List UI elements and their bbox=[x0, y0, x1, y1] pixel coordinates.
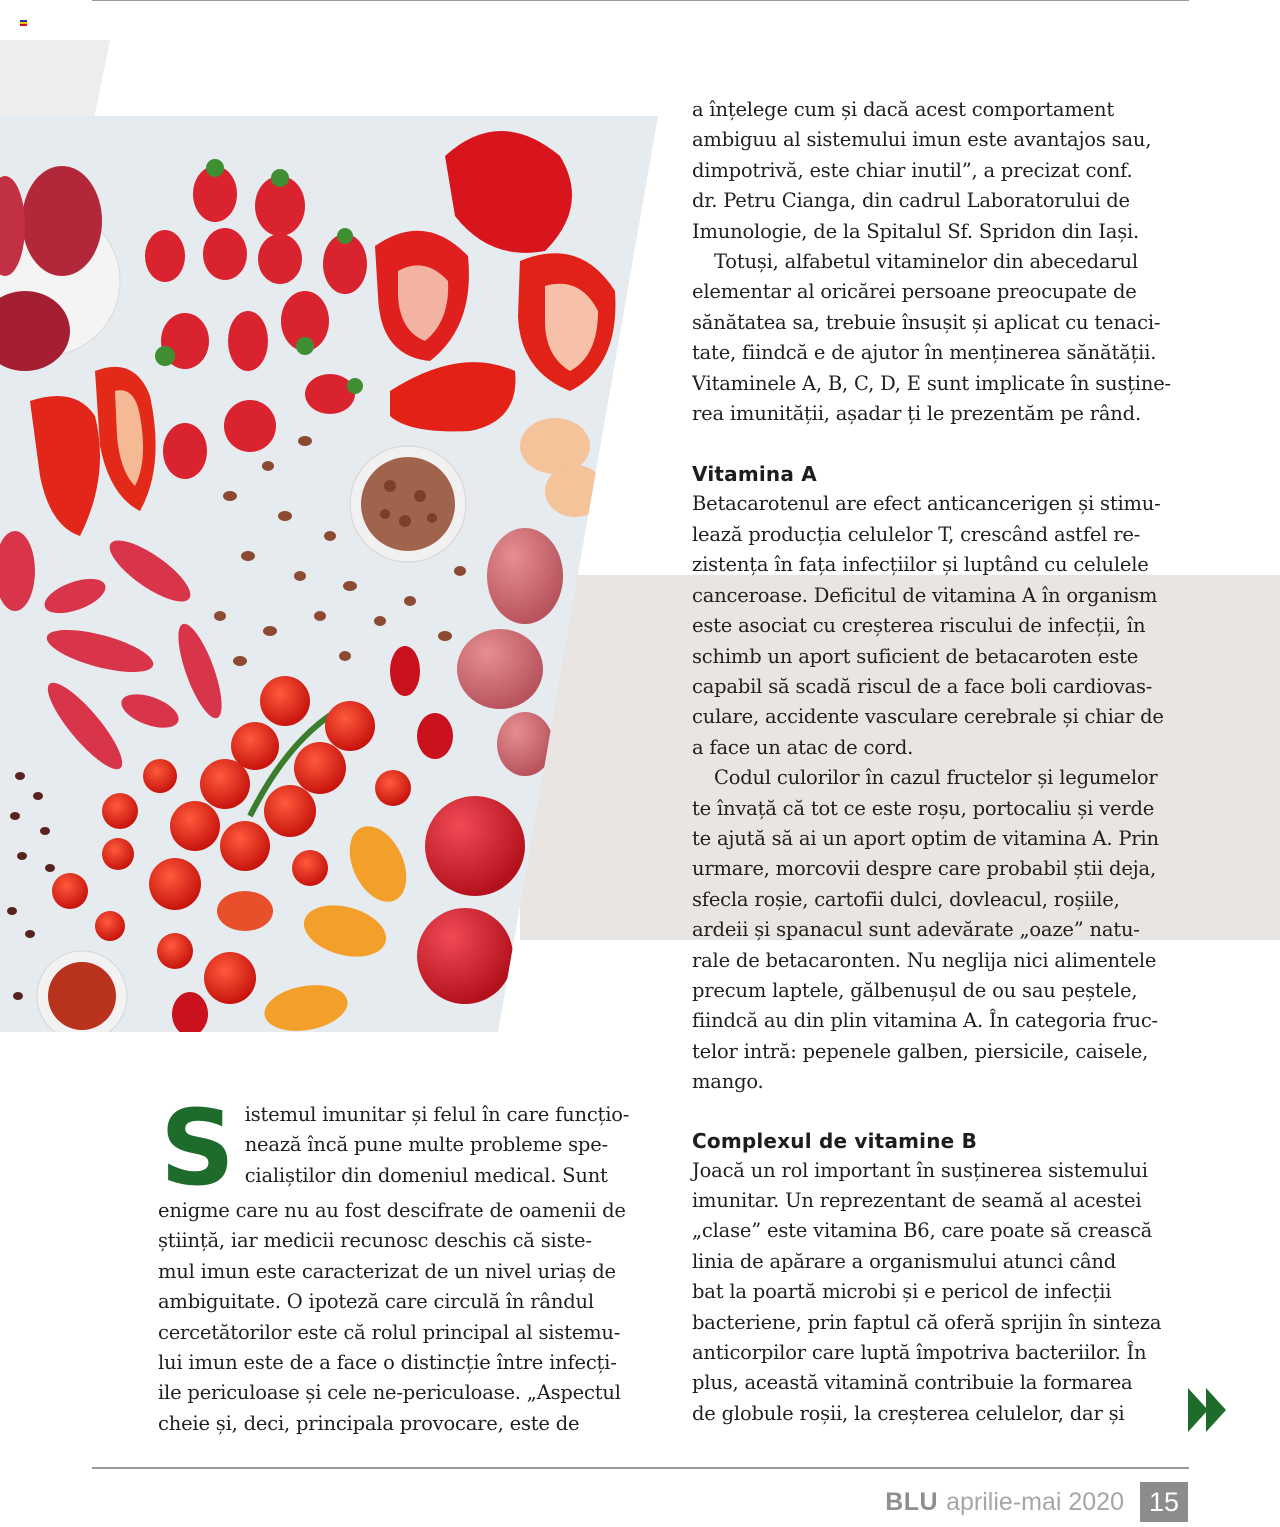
text-line: știință, iar medicii recunosc deschis că siste- bbox=[158, 1229, 592, 1253]
text-line: canceroase. Deficitul de vitamina A în organism bbox=[692, 583, 1158, 607]
right-column bbox=[692, 95, 1192, 1429]
text-line: plus, această vitamină contribuie la formarea bbox=[692, 1371, 1133, 1395]
text-line: te ajută să ai un aport optim de vitamina A. Prin bbox=[692, 826, 1159, 850]
intro-paragraph bbox=[692, 95, 1192, 247]
text-line: elementar al oricărei persoane preocupate de bbox=[692, 280, 1137, 304]
vitamin-b-heading: Complexul de vitamine B bbox=[692, 1128, 978, 1153]
text-line: rea imunității, așadar ți le prezentăm pe rând. bbox=[692, 402, 1141, 426]
vitamins-overview-paragraph bbox=[692, 247, 1192, 429]
text-line: lează producția celulelor T, crescând astfel re- bbox=[692, 522, 1141, 546]
text-line: sănătatea sa, trebuie însușit și aplicat cu tenaci- bbox=[692, 310, 1161, 334]
text-line: este asociat cu creșterea riscului de infecții, în bbox=[692, 614, 1146, 638]
text-line: mul imun este caracterizat de un nivel uriaș de bbox=[158, 1259, 616, 1283]
text-line: lui imun este de a face o distincție între infecți- bbox=[158, 1351, 617, 1375]
text-line: ile periculoase și cele ne-periculoase. „Aspectul bbox=[158, 1381, 621, 1405]
text-line: istemul imunitar și felul în care funcțio- bbox=[244, 1103, 630, 1126]
text-line: telor intră: pepenele galben, piersicile, caisele, bbox=[692, 1039, 1149, 1063]
text-line: „clase” este vitamina B6, care poate să crească bbox=[692, 1219, 1153, 1243]
drop-cap: S bbox=[160, 1087, 235, 1209]
page-footer bbox=[885, 1482, 1188, 1522]
text-line: fiindcă au din plin vitamina A. În categoria fruc- bbox=[692, 1009, 1158, 1033]
text-line: te învață că tot ce este roșu, portocaliu și verde bbox=[692, 796, 1155, 820]
issue-date: aprilie-mai 2020 bbox=[946, 1487, 1124, 1516]
text-line: nează încă pune multe probleme spe- bbox=[244, 1133, 608, 1157]
text-line: dimpotrivă, este chiar inutil”, a precizat conf. bbox=[692, 158, 1133, 182]
text-line: capabil să scadă riscul de a face boli cardiovas- bbox=[692, 674, 1153, 698]
text-line: Totuși, alfabetul vitaminelor din abecedarul bbox=[714, 250, 1138, 274]
text-line: enigme care nu au fost descifrate de oamenii de bbox=[158, 1199, 626, 1222]
vitamin-a-heading: Vitamina A bbox=[692, 462, 817, 487]
text-line: bat la poartă microbi și e pericol de infecții bbox=[692, 1280, 1112, 1304]
flag-icon bbox=[20, 20, 27, 26]
text-line: a face un atac de cord. bbox=[692, 735, 914, 759]
vitamin-b-paragraph bbox=[692, 1156, 1192, 1430]
text-line: ambiguu al sistemului imun este avantajos sau, bbox=[692, 128, 1152, 152]
text-line: Codul culorilor în cazul fructelor și legumelor bbox=[714, 766, 1158, 790]
text-line: cheie și, deci, principala provocare, este de bbox=[158, 1411, 580, 1435]
decorative-corner-panel bbox=[0, 40, 110, 116]
bottom-rule bbox=[92, 1467, 1189, 1469]
text-line: bacteriene, prin faptul că oferă sprijin în sinteza bbox=[692, 1310, 1162, 1334]
text-line: de globule roșii, la creșterea celulelor, dar și bbox=[692, 1401, 1125, 1425]
text-line: Imunologie, de la Spitalul Sf. Spridon din Iași. bbox=[692, 219, 1140, 243]
text-line: mango. bbox=[692, 1070, 764, 1094]
text-line: rale de betacaronten. Nu neglija nici alimentele bbox=[692, 948, 1157, 972]
text-line: Vitaminele A, B, C, D, E sunt implicate în susține- bbox=[692, 371, 1171, 395]
text-line: Betacarotenul are efect anticancerigen și stimu- bbox=[692, 492, 1161, 516]
text-line: Joacă un rol important în susținerea sistemului bbox=[692, 1158, 1148, 1182]
text-line: zistența în fața infecțiilor și luptând cu celulele bbox=[692, 553, 1149, 577]
text-line: urmare, morcovii despre care probabil știi deja, bbox=[692, 857, 1156, 881]
text-line: cercetătorilor este că rolul principal al sistemu- bbox=[158, 1320, 621, 1344]
text-line: anticorpilor care luptă împotriva bacteriilor. În bbox=[692, 1341, 1147, 1365]
text-line: imunitar. Un reprezentant de seamă al acestei bbox=[692, 1189, 1142, 1212]
red-produce-photo bbox=[0, 116, 658, 1032]
text-line: culare, accidente vasculare cerebrale și chiar de bbox=[692, 705, 1164, 729]
text-line: ardeii și spanacul sunt adevărate „oaze” natu- bbox=[692, 918, 1140, 942]
page-number: 15 bbox=[1140, 1482, 1188, 1522]
text-line: schimb un aport suficient de betacaroten este bbox=[692, 644, 1139, 668]
text-line: cialiștilor din domeniul medical. Sunt bbox=[244, 1163, 608, 1187]
text-line: dr. Petru Cianga, din cadrul Laboratorului de bbox=[692, 189, 1130, 213]
top-rule bbox=[92, 0, 1189, 1]
vitamin-a-paragraph-2 bbox=[692, 763, 1192, 1097]
text-line: a înțelege cum și dacă acest comportament bbox=[692, 98, 1114, 121]
double-chevron-right-icon[interactable] bbox=[1188, 1388, 1228, 1432]
text-line: linia de apărare a organismului atunci când bbox=[692, 1249, 1117, 1273]
magazine-brand: BLU bbox=[885, 1487, 939, 1516]
vitamin-a-paragraph-1 bbox=[692, 489, 1192, 763]
text-line: precum laptele, gălbenușul de ou sau peștele, bbox=[692, 978, 1138, 1002]
text-line: tate, fiindcă e de ajutor în menținerea sănătății. bbox=[692, 341, 1157, 365]
left-column bbox=[158, 1087, 658, 1439]
text-line: sfecla roșie, cartofii dulci, dovleacul, roșiile, bbox=[692, 887, 1120, 911]
text-line: ambiguitate. O ipoteză care circulă în rândul bbox=[158, 1290, 594, 1314]
